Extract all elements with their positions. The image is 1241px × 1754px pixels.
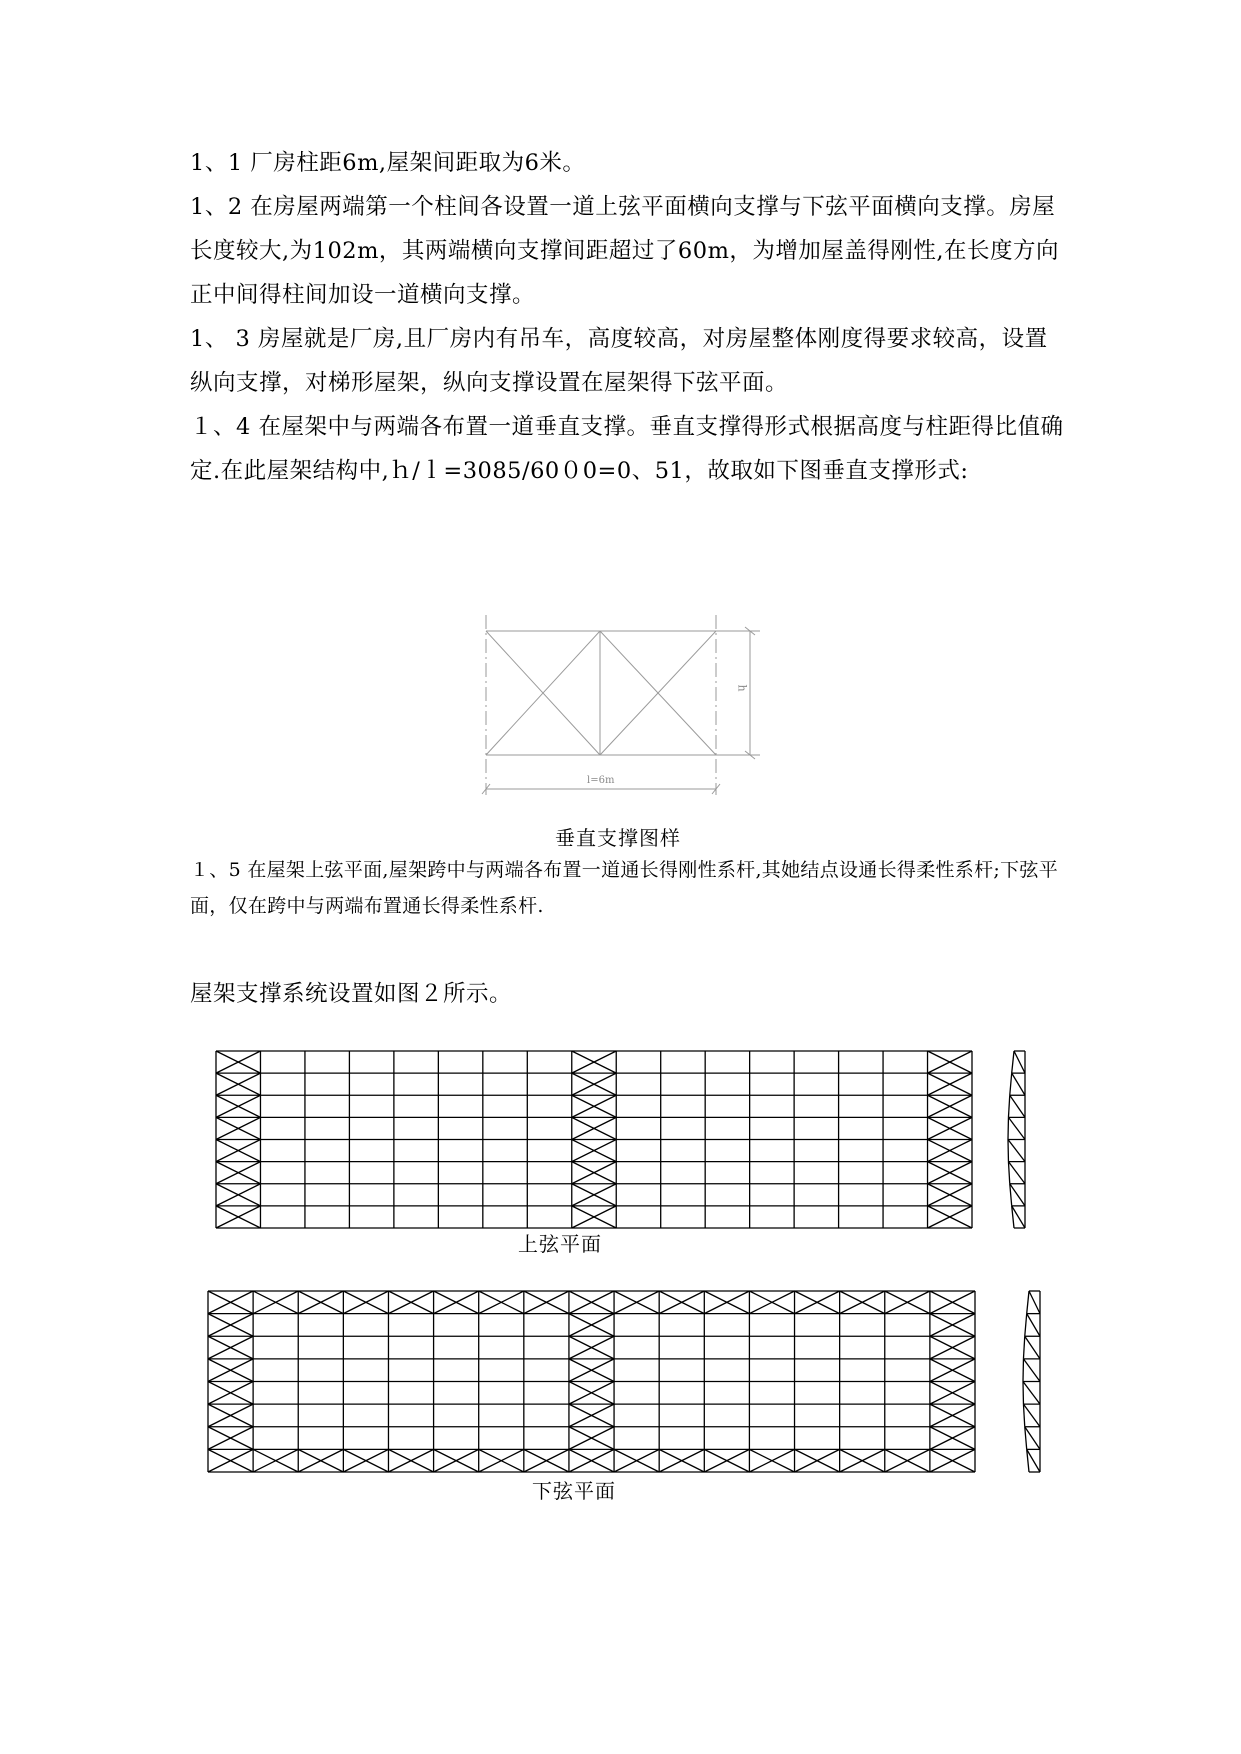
- bottom-chord-plan-grid: [208, 1291, 975, 1472]
- bottom-chord-plan-label: 下弦平面: [532, 1479, 616, 1503]
- paragraph-1-3: 1、 3 房屋就是厂房,且厂房内有吊车，高度较高，对房屋整体刚度得要求较高，设置纵向支撑，对梯形屋架，纵向支撑设置在屋架得下弦平面。: [190, 326, 1048, 396]
- top-chord-plan-grid: [216, 1051, 972, 1228]
- paragraph-figure-ref: 屋架支撑系统设置如图２所示。: [190, 981, 513, 1007]
- height-dimension-label: h: [735, 684, 749, 693]
- top-chord-side-truss: [1008, 1051, 1025, 1228]
- paragraph-1-1: 1、1 厂房柱距6m,屋架间距取为6米。: [190, 150, 586, 176]
- span-dimension-label: l=6m: [587, 775, 615, 786]
- vertical-bracing-caption: 垂直支撑图样: [555, 826, 681, 850]
- bottom-chord-side-truss: [1023, 1291, 1040, 1472]
- paragraph-1-2: 1、2 在房屋两端第一个柱间各设置一道上弦平面横向支撑与下弦平面横向支撑。房屋长度较大,为102m，其两端横向支撑间距超过了60m，为增加屋盖得刚性,在长度方向正中间得柱间加设一道横向支撑。: [190, 194, 1060, 308]
- vertical-bracing-diagram: [482, 615, 760, 795]
- paragraph-1-4: １、4 在屋架中与两端各布置一道垂直支撑。垂直支撑得形式根据高度与柱距得比值确定.在此屋架结构中,ｈ/ｌ=3085/60０0=0、51，故取如下图垂直支撑形式:: [190, 414, 1064, 484]
- top-chord-plan-label: 上弦平面: [518, 1232, 602, 1256]
- paragraph-1-5: １、5 在屋架上弦平面,屋架跨中与两端各布置一道通长得刚性系杆,其她结点设通长得柔性系杆;下弦平面，仅在跨中与两端布置通长得柔性系杆.: [190, 859, 1059, 917]
